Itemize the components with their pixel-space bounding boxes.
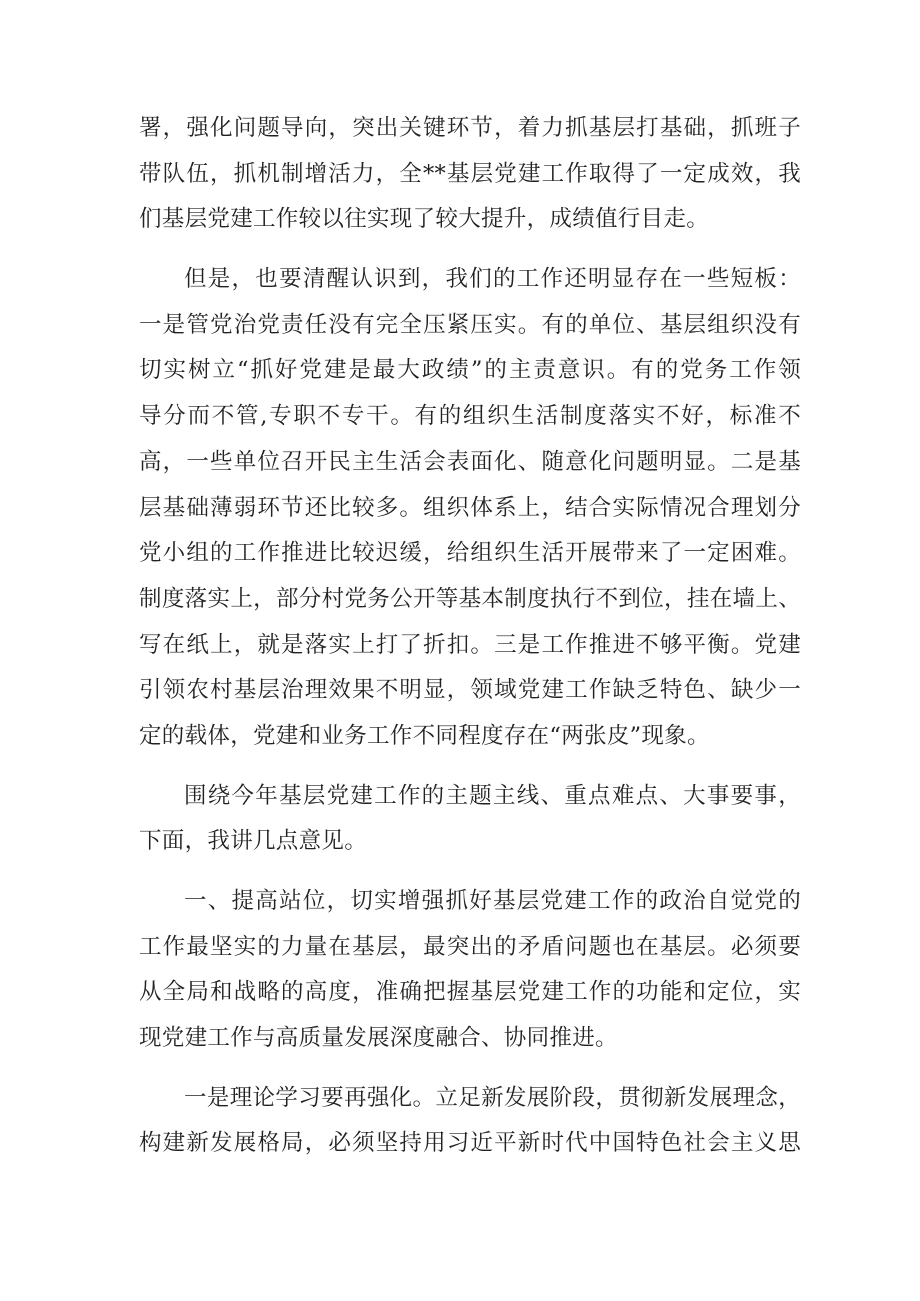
text-line: 写在纸上，就是落实上打了折扣。三是工作推进不够平衡。党建 bbox=[139, 631, 801, 658]
text-line: 导分而不管,专职不专干。有的组织生活制度落实不好，标准不 bbox=[139, 403, 801, 430]
text-line: 高，一些单位召开民主生活会表面化、随意化问题明显。二是基 bbox=[139, 448, 801, 475]
text-line: 围绕今年基层党建工作的主题主线、重点难点、大事要事， bbox=[184, 782, 801, 809]
text-line: 署，强化问题导向，突出关键环节，着力抓基层打基础，抓班子 bbox=[139, 115, 801, 141]
text-line: 制度落实上，部分村党务公开等基本制度执行不到位，挂在墙上、 bbox=[139, 585, 801, 612]
text-line: 定的载体，党建和业务工作不同程度存在“两张皮”现象。 bbox=[139, 722, 710, 749]
text-line: 带队伍，抓机制增活力，全**基层党建工作取得了一定成效，我 bbox=[139, 160, 801, 187]
text-line: 们基层党建工作较以往实现了较大提升，成绩值行目走。 bbox=[139, 206, 710, 233]
text-line: 切实树立“抓好党建是最大政绩”的主责意识。有的党务工作领 bbox=[139, 357, 801, 384]
text-line: 工作最坚实的力量在基层，最突出的矛盾问题也在基层。必须要 bbox=[139, 933, 801, 960]
text-line: 下面，我讲几点意见。 bbox=[139, 828, 368, 855]
text-line: 引领农村基层治理效果不明显，领域党建工作缺乏特色、缺少一 bbox=[139, 677, 801, 704]
text-line: 构建新发展格局，必须坚持用习近平新时代中国特色社会主义思 bbox=[139, 1130, 801, 1157]
text-line: 一是理论学习要再强化。立足新发展阶段，贯彻新发展理念， bbox=[184, 1084, 801, 1111]
text-line: 层基础薄弱环节还比较多。组织体系上，结合实际情况合理划分 bbox=[139, 494, 801, 521]
text-line: 现党建工作与高质量发展深度融合、协同推进。 bbox=[139, 1025, 618, 1052]
text-line: 但是，也要清醒认识到，我们的工作还明显存在一些短板： bbox=[184, 266, 801, 293]
text-line: 党小组的工作推进比较迟缓，给组织生活开展带来了一定困难。 bbox=[139, 540, 801, 567]
document-body bbox=[139, 106, 801, 1167]
text-line: 一是管党治党责任没有完全压紧压实。有的单位、基层组织没有 bbox=[139, 311, 801, 338]
text-line: 从全局和战略的高度，准确把握基层党建工作的功能和定位，实 bbox=[139, 979, 801, 1006]
text-line: 一、提高站位，切实增强抓好基层党建工作的政治自觉党的 bbox=[184, 888, 801, 914]
